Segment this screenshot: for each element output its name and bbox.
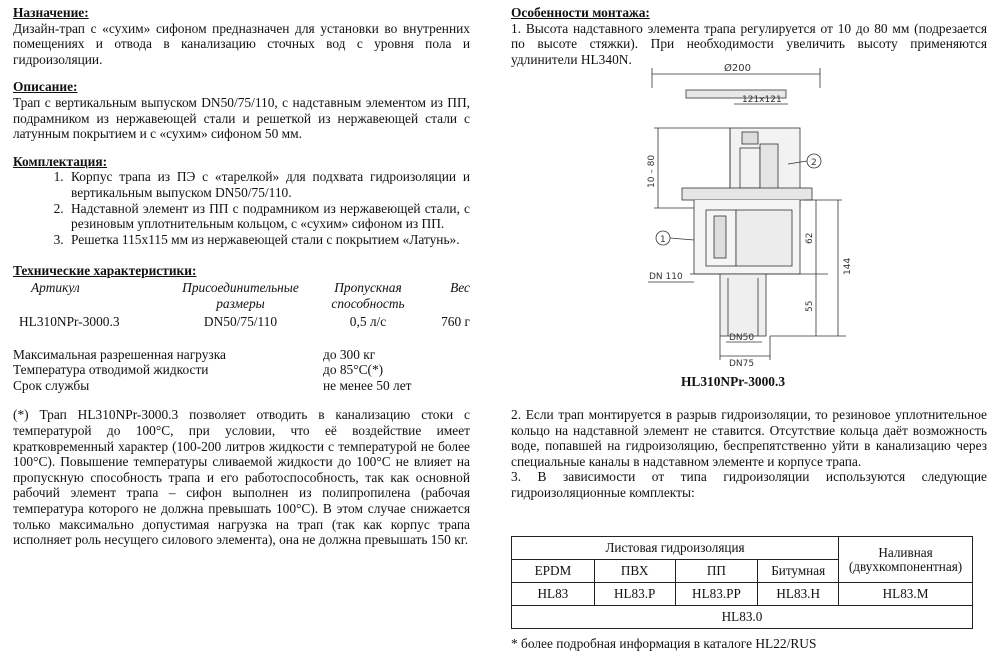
sheet-code: HL83.H <box>758 583 839 606</box>
sheet-type: ПВХ <box>594 560 675 583</box>
specs-header-article: Артикул <box>31 279 80 295</box>
liquid-header: Наливная (двухкомпонентная) <box>839 537 973 583</box>
common-code: HL83.0 <box>512 606 973 629</box>
outlet-pipe <box>720 274 766 336</box>
dim-height-label: 10 – 80 <box>647 154 657 188</box>
kit-title: Комплектация: <box>13 153 108 169</box>
param-row <box>13 347 470 363</box>
sheet-header: Листовая гидроизоляция <box>512 537 839 560</box>
installation-note-1: 1. Высота надставного элемента трапа регулируется от 10 до 80 мм (подрезается по высоте стяжки). При необходимости увеличить высоту применяются удлинители HL340N. <box>511 20 987 67</box>
description-text: Трап с вертикальным выпуском DN50/75/110, с надставным элементом из ПП, подрамником из нержавеющей стали и решеткой из нержавеющей стали с латунным покрытием и с «сухим» сифоном 50 мм. <box>13 94 470 142</box>
catalog-note: * более подробная информация в каталоге HL22/RUS <box>511 636 817 651</box>
param-label: Температура отводимой жидкости <box>13 362 209 378</box>
purpose-title: Назначение: <box>13 5 89 20</box>
lower-part <box>736 210 792 266</box>
param-label: Максимальная разрешенная нагрузка <box>13 346 226 362</box>
liquid-code: HL83.M <box>839 583 973 606</box>
table-row <box>512 583 973 606</box>
specs-header-row <box>13 280 470 311</box>
sheet-type: Битумная <box>758 560 839 583</box>
upper-part <box>742 132 758 144</box>
param-row <box>13 362 470 378</box>
dim-grate-label: 121x121 <box>742 95 782 105</box>
right-column <box>511 5 987 67</box>
left-column <box>13 5 470 548</box>
specs-params <box>13 347 470 394</box>
callout-2-label: 2 <box>811 158 817 168</box>
dim-dn110-label: DN 110 <box>649 272 683 282</box>
installation-note-2: 2. Если трап монтируется в разрыв гидроизоляции, то резиновое уплотнительное кольцо на надставной элемент не ставится. Отсутствие кольца даёт возможность воде, попавшей на гидроизоляцию, беспрепятственно уйти в канализацию через специальные каналы в надставном элементе и корпусе трапа. <box>511 407 987 469</box>
installation-title: Особенности монтажа: <box>511 5 650 20</box>
installation-note-3: 3. В зависимости от типа гидроизоляции используются следующие гидроизоляционные комплекты: <box>511 469 987 500</box>
specs-header-capacity: Пропускная способность <box>331 279 405 311</box>
sheet-code: HL83.P <box>594 583 675 606</box>
upper-part <box>760 144 778 190</box>
description-title: Описание: <box>13 79 78 95</box>
specs-article: HL310NPr-3000.3 <box>19 314 120 330</box>
specs-weight: 760 г <box>441 314 470 330</box>
kit-item: 3. Решетка 115x115 мм из нержавеющей стали с покрытием «Латунь». <box>67 232 470 248</box>
callout-leader <box>670 238 694 240</box>
sheet-type: ПП <box>675 560 758 583</box>
dim-dn75-label: DN75 <box>729 359 755 369</box>
param-value: до 300 кг <box>323 346 376 362</box>
dim-top-label: Ø200 <box>724 63 751 74</box>
kit-item: 2. Надставной элемент из ПП с подрамником из нержавеющей стали, с резиновым уплотнительным кольцом, с «сухим» сифоном из ПП. <box>67 201 470 232</box>
dim-55-label: 55 <box>805 300 815 312</box>
dim-144-label: 144 <box>843 257 853 275</box>
dim-dn50-label: DN50 <box>729 333 755 343</box>
drain-diagram <box>630 60 862 375</box>
kit-item: 1. Корпус трапа из ПЭ с «тарелкой» для подхвата гидроизоляции и вертикальным выпуском DN50/75/110. <box>67 169 470 200</box>
temperature-footnote: (*) Трап HL310NPr-3000.3 позволяет отводить в канализацию стоки с температурой до 100°C, при условии, что её воздействие имеет кратковременный характер (100-200 литров жидкости с температурой не более 100°C). Повышение температуры сливаемой жидкости до 100°C не влияет на пропускную способность трапа и его работоспособность, так как основной рабочий элемент трапа – сифон выполнен из полипропилена (рабочая температура которого не должна превышать 100°C). В этом случае снижается только максимально допустимая нагрузка на трап (так как корпус трапа исполняет роль несущего силового элемента), она не должна превышать 150 кг. <box>13 407 470 548</box>
diagram-caption: HL310NPr-3000.3 <box>681 374 786 389</box>
specs-header-weight: Вес <box>450 279 470 295</box>
specs-title: Технические характеристики: <box>13 263 197 279</box>
sheet-type: EPDM <box>512 560 595 583</box>
installation-notes <box>511 407 987 501</box>
sheet-code: HL83 <box>512 583 595 606</box>
sheet-code: HL83.PP <box>675 583 758 606</box>
specs-header-size: Присоединительные размеры <box>182 279 299 311</box>
ring-flange <box>682 188 812 200</box>
param-value: до 85°C(*) <box>323 362 384 378</box>
table-row <box>512 606 973 629</box>
dim-62-label: 62 <box>805 232 815 244</box>
param-value: не менее 50 лет <box>323 377 412 393</box>
siphon-inner <box>714 216 726 258</box>
specs-data-row <box>13 314 470 330</box>
table-row <box>512 537 973 560</box>
kit-list <box>13 169 470 247</box>
param-row <box>13 378 470 394</box>
specs-capacity: 0,5 л/с <box>349 314 387 330</box>
specs-size: DN50/75/110 <box>203 314 278 330</box>
waterproofing-kits-table <box>511 536 973 629</box>
param-label: Срок службы <box>13 377 90 393</box>
callout-1-label: 1 <box>660 235 666 245</box>
purpose-text: Дизайн-трап с «сухим» сифоном предназначен для установки во внутренних помещениях и отвода в канализацию сточных вод с уровня пола и гидроизоляции. <box>13 20 470 67</box>
